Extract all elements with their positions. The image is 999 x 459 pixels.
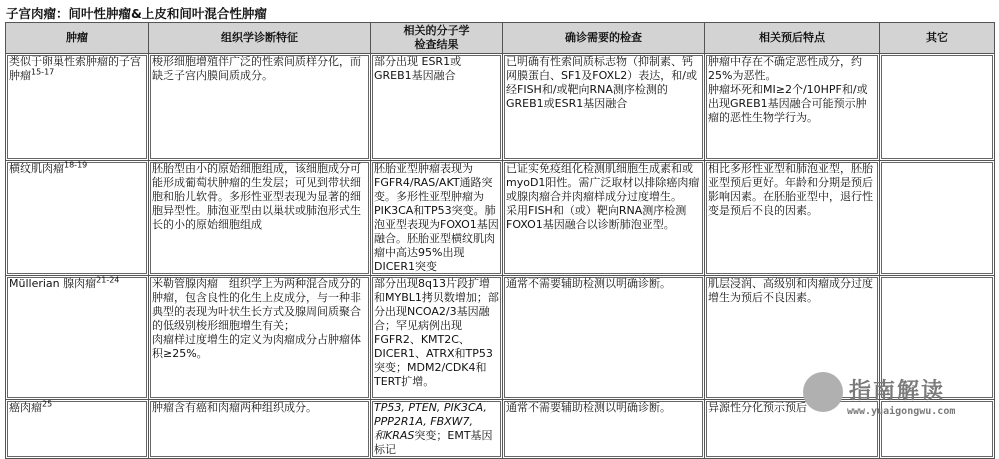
- header-other: 其它: [880, 23, 995, 54]
- reference-superscript: 18-19: [64, 160, 88, 170]
- header-histology: 组织学诊断特征: [149, 23, 371, 54]
- cell-tumor: [6, 161, 149, 276]
- table-row: [6, 54, 995, 161]
- tumor-name: 横纹肌肉瘤: [9, 162, 64, 175]
- cell-molecular: 部分出现 ESR1或 GREB1基因融合: [371, 54, 503, 161]
- gene-list: TP53, PTEN, PIK3CA, PPP2R1A, FBXW7, 和KRAS: [374, 401, 487, 442]
- cell-tests: 通常不需要辅助检测以明确诊断。: [503, 276, 705, 400]
- cell-prognosis: 相比多形性亚型和肺泡亚型，胚胎亚型预后更好。年龄和分期是预后影响因素。在胚胎亚型中，退行性变是预后不良的因素。: [705, 161, 880, 276]
- cell-histology: 胚胎型由小的原始细胞组成，该细胞成分可能形成葡萄状肿瘤的生发层；可见到带状细胞和胎儿软骨。多形性亚型表现为显著的细胞异型性。肺泡亚型由以巢状或肺泡形式生长的小的原始细胞组成: [149, 161, 371, 276]
- header-tests: 确诊需要的检查: [503, 23, 705, 54]
- cell-tests: 通常不需要辅助检测以明确诊断。: [503, 400, 705, 459]
- cell-histology: 米勒管腺肉瘤 组织学上为两种混合成分的肿瘤，包含良性的化生上皮成分，与一种非典型的表现为叶状生长方式及腺周间质聚合的低级别梭形细胞增生有关； 肉瘤样过度增生的定义为肉瘤成分占肿瘤体积≥25%。: [149, 276, 371, 400]
- cell-tumor: [6, 400, 149, 459]
- cell-other: [880, 161, 995, 276]
- table-row: [6, 161, 995, 276]
- reference-superscript: 25: [42, 399, 53, 409]
- cell-molecular: 部分出现8q13片段扩增和MYBL1拷贝数增加；部分出现NCOA2/3基因融合；罕见病例出现FGFR2、KMT2C、DICER1、ATRX和TP53突变；MDM2/CDK4和TERT扩增。: [371, 276, 503, 400]
- cell-tumor: [6, 54, 149, 161]
- reference-superscript: 15-17: [31, 67, 55, 77]
- cell-molecular: [371, 400, 503, 459]
- watermark: [803, 370, 993, 425]
- header-tumor: 肿瘤: [6, 23, 149, 54]
- gene-note: 突变；EMT基因标记: [374, 429, 493, 456]
- cell-molecular: 胚胎亚型肿瘤表现为FGFR4/RAS/AKT通路突变。多形性亚型肿瘤为PIK3CA和TP53突变。肺泡亚型表现为FOXO1基因融合。胚胎亚型横纹肌肉瘤中高达95%出现DICER1突变: [371, 161, 503, 276]
- watermark-url: www.yuaigongwu.com: [847, 406, 956, 417]
- watermark-logo-icon: [803, 372, 843, 412]
- cell-prognosis: 肿瘤中存在不确定恶性成分，约25%为恶性。 肿瘤坏死和MI≥2个/10HPF和/或出现GREB1基因融合可能预示肿瘤的恶性生物学行为。: [705, 54, 880, 161]
- cell-histology: 梭形细胞增殖伴广泛的性索间质样分化，而缺乏子宫内膜间质成分。: [149, 54, 371, 161]
- cell-tumor: [6, 276, 149, 400]
- cell-prognosis: 异源性分化预示预后: [705, 400, 880, 459]
- table-header-row: [6, 23, 995, 54]
- cell-prognosis: 肌层浸润、高级别和肉瘤成分过度增生为预后不良因素。: [705, 276, 880, 400]
- header-molecular: 相关的分子学 检查结果: [371, 23, 503, 54]
- cell-histology: 肿瘤含有癌和肉瘤两种组织成分。: [149, 400, 371, 459]
- header-prognosis: 相关预后特点: [705, 23, 880, 54]
- reference-superscript: 21-24: [96, 275, 120, 285]
- tumor-name: Müllerian 腺肉瘤: [9, 277, 97, 290]
- page-title: 子宫肉瘤：间叶性肿瘤&上皮和间叶混合性肿瘤: [6, 6, 267, 21]
- cell-tests: 已明确有性索间质标志物（抑制素、钙网膜蛋白、SF1及FOXL2）表达，和/或经FISH和/或靶向RNA测序检测的GREB1或ESR1基因融合: [503, 54, 705, 161]
- watermark-title: 指南解读: [849, 379, 946, 404]
- cell-tests: 已证实免疫组化检测肌细胞生成素和或myoD1阳性。需广泛取材以排除癌肉瘤或腺肉瘤合并肉瘤样成分过度增生。 采用FISH和（或）靶向RNA测序检测FOXO1基因融合以诊断肺泡亚型。: [503, 161, 705, 276]
- tumor-name: 类似于卵巢性索肿瘤的子宫肿瘤: [9, 55, 141, 82]
- cell-other: [880, 54, 995, 161]
- tumor-name: 癌肉瘤: [9, 401, 42, 414]
